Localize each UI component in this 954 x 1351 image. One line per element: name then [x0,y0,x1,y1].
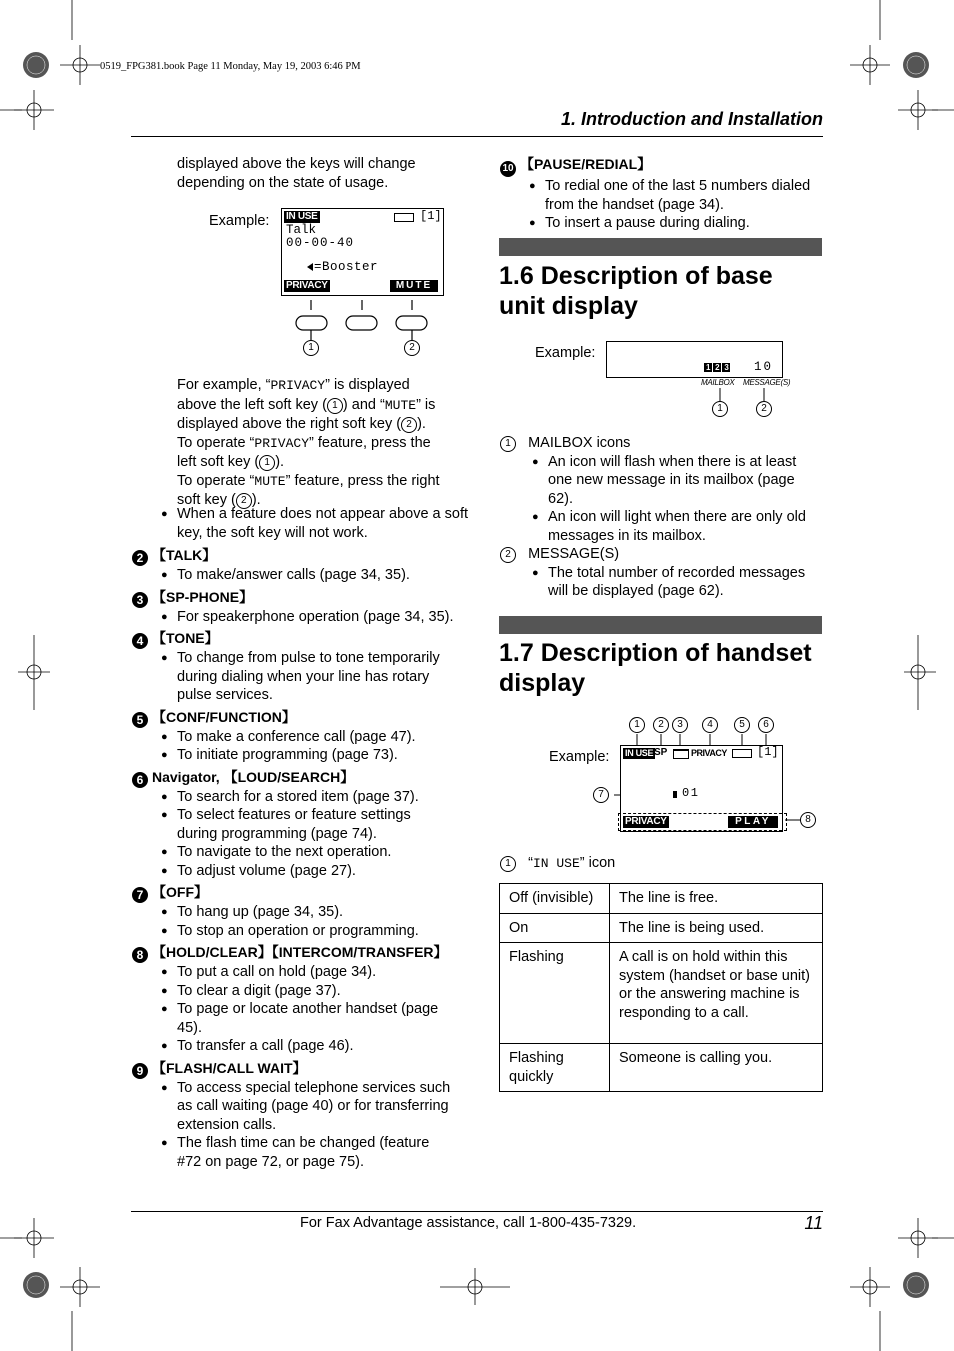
key-number-badge: 9 [132,1063,148,1079]
lcd-mute-label: MUTE [390,280,438,292]
handset-privacy-label: PRIVACY [625,816,667,827]
state-cell: On [500,913,610,943]
operate-privacy-paragraph: To operate “PRIVACY” feature, press the left soft key ( 1 ). [177,434,431,470]
lcd-line-booster: =Booster [314,260,379,274]
state-cell: Off (invisible) [500,884,610,914]
key-10-section [500,155,822,233]
meaning-cell: Someone is calling you. [610,1044,823,1092]
privacy-mute-paragraph: For example, “PRIVACY” is displayed above the left soft key ( 1 ) and “MUTE” is displayed above the right soft key ( 2 ). [177,377,436,432]
key-title: 7 【OFF】 [132,883,454,903]
key-10-item: ● To insert a pause during dialing. [529,214,822,233]
left-arrow-icon [307,263,313,271]
key-section [132,943,454,1056]
page-number: 11 [804,1213,823,1233]
footer-rule [131,1211,823,1212]
message-count: 10 [754,360,774,374]
key-item: ● To make/answer calls (page 34, 35). [161,566,454,585]
intro-text: displayed above the keys will change depending on the state of usage. [177,156,416,191]
lcd-line-timer: 00-00-40 [286,236,355,250]
key-title: 3 【SP-PHONE】 [132,588,454,608]
base-unit-lcd [606,341,783,378]
header-rule [131,136,823,137]
key-item: ● To stop an operation or programming. [161,922,454,941]
privacy-icon: PRIVACY [691,748,727,758]
key-item: ● To search for a stored item (page 37). [161,788,454,807]
table-row [500,943,823,1044]
footer-assistance-text: For Fax Advantage assistance, call 1-800-435-7329. [300,1215,637,1231]
key-number-badge: 4 [132,633,148,649]
key-section [132,546,454,585]
key-number-badge: 8 [132,947,148,963]
soft-key-lcd [281,208,444,296]
lcd-privacy-label: PRIVACY [286,280,328,291]
state-cell: Flashing quickly [500,1044,610,1092]
mailbox-icons: 1 2 3 [706,363,729,372]
key-item: ● The flash time can be changed (feature #72 on page 72, or page 75). [161,1134,454,1171]
table-row [500,1044,823,1092]
handset-line-indicator: [1] [757,745,779,759]
table-row [500,913,823,943]
callout-1: 1 [303,340,319,356]
base-display-legend [500,434,822,601]
handset-in-use-icon: IN USE [625,748,654,758]
mailbox-item: ● An icon will flash when there is at least one new message in its mailbox (page 62). [532,453,822,509]
meaning-cell: The line is free. [610,884,823,914]
key-number-badge: 2 [132,550,148,566]
in-use-icon: IN USE [286,211,318,222]
key-item: ● To hang up (page 34, 35). [161,903,454,922]
key-number-badge: 5 [132,712,148,728]
operate-mute-paragraph: To operate “MUTE” feature, press the right soft key ( 2 ). [177,472,440,508]
key-item: ● To make a conference call (page 47). [161,728,454,747]
handset-callouts-top: 1 2 3 4 5 6 [629,717,779,733]
key-item: ● To adjust volume (page 27). [161,862,454,881]
meaning-cell: The line is being used. [610,913,823,943]
phonebook-icon [673,749,689,759]
messages-heading: 2 MESSAGE(S) [500,545,822,564]
key-item: ● To page or locate another handset (page 45). [161,1000,454,1037]
softkey-bracket [618,813,787,831]
key-title: 9 【FLASH/CALL WAIT】 [132,1059,454,1079]
key-section [132,588,454,627]
key-title: 4 【TONE】 [132,629,454,649]
sp-icon: SP [654,747,668,758]
key-section [132,1059,454,1172]
handset-play-label: PLAY [728,816,778,828]
section-bar-1-7 [499,616,822,634]
section-bar-1-6 [499,238,822,256]
print-info: 0519_FPG381.book Page 11 Monday, May 19, 2003 6:46 PM [100,61,361,72]
key-title: 2 【TALK】 [132,546,454,566]
key-section [132,883,454,940]
callout-2: 2 [404,340,420,356]
mailbox-caption: MAILBOX [701,378,735,387]
state-cell: Flashing [500,943,610,1044]
key-item: ● To access special telephone services such as call waiting (page 40) or for transferring extension calls. [161,1079,454,1135]
key-title: 5 【CONF/FUNCTION】 [132,708,454,728]
key-number-badge: 3 [132,592,148,608]
key-number-badge: 6 [132,772,148,788]
section-title-1-6: 1.6 Description of base unit display [499,262,773,320]
key-title: 6 Navigator, 【LOUD/SEARCH】 [132,768,454,788]
handset-callout-7: 7 [593,787,609,803]
example-label-3: Example: [549,749,610,765]
key-10-title: 10 【PAUSE/REDIAL】 [500,155,822,177]
table-row [500,884,823,914]
key-number-badge: 7 [132,887,148,903]
handset-msg-count: 01 [682,786,700,800]
key-item: ● To navigate to the next operation. [161,843,454,862]
key-section [132,708,454,765]
key-title: 8 【HOLD/CLEAR】【INTERCOM/TRANSFER】 [132,943,454,963]
page-header-title: 1. Introduction and Installation [560,109,823,129]
battery-icon [394,213,414,222]
key-section [132,768,454,881]
key-section [132,629,454,705]
mailbox-item: ● An icon will light when there are only old messages in its mailbox. [532,508,822,545]
messages-caption: MESSAGE(S) [743,378,791,387]
soft-key-explanation [177,376,453,510]
handset-callout-8: 8 [800,812,816,828]
key-10-item: ● To redial one of the last 5 numbers dialed from the handset (page 34). [529,177,822,214]
soft-key-note: ● When a feature does not appear above a soft key, the soft key will not work. [161,505,469,542]
handset-battery-icon [732,749,752,758]
callout-8-line [785,818,801,822]
key-item: ● To clear a digit (page 37). [161,982,454,1001]
base-callout-2: 2 [756,401,772,417]
meaning-cell: A call is on hold within this system (handset or base unit) or the answering machine is responding to a call. [610,943,823,1044]
key-item: ● To put a call on hold (page 34). [161,963,454,982]
line-indicator: [1] [420,209,442,223]
base-callout-1: 1 [712,401,728,417]
section-title-1-7: 1.7 Description of handset display [499,639,812,697]
lcd-line-talk: Talk [286,223,317,237]
messages-item: ● The total number of recorded messages will be displayed (page 62). [532,564,822,601]
example-label-1: Example: [209,213,270,229]
key-item: ● To select features or feature settings during programming (page 74). [161,806,454,843]
message-icon [673,791,677,798]
example-label-2: Example: [535,345,596,361]
key-list [132,546,454,1174]
key-item: ● To initiate programming (page 73). [161,746,454,765]
mailbox-heading: 1 MAILBOX icons [500,434,822,453]
in-use-status-table [499,883,823,1092]
key-item: ● To transfer a call (page 46). [161,1037,454,1056]
key-item: ● For speakerphone operation (page 34, 35). [161,608,454,627]
key-item: ● To change from pulse to tone temporarily during dialing when your line has rotary pulse services. [161,649,454,705]
in-use-icon-heading: 1 “IN USE” icon [500,854,615,874]
